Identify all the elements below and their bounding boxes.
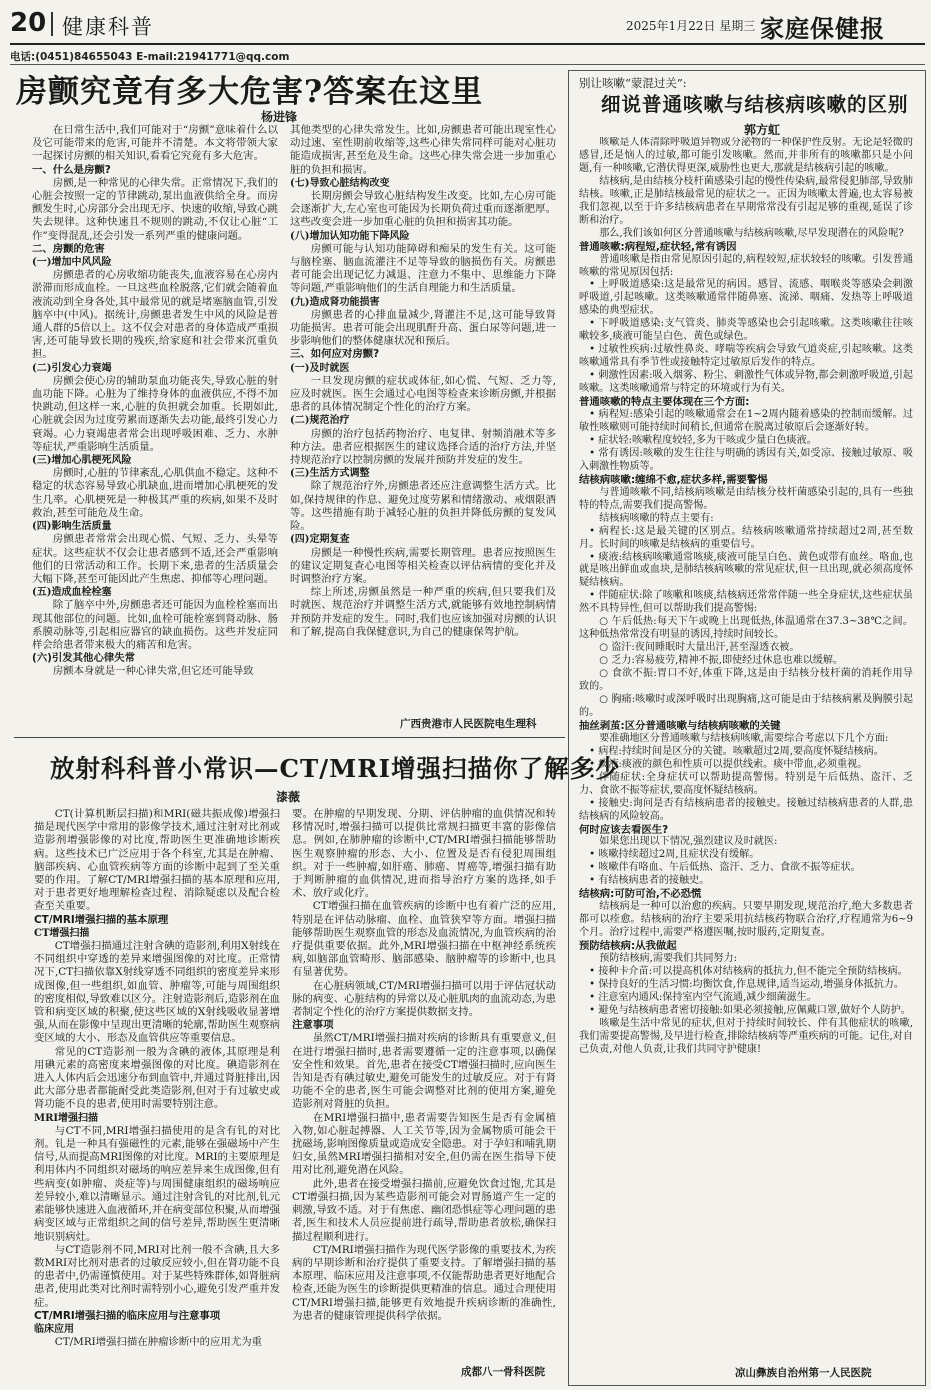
paragraph: 与CT不同,MRI增强扫描使用的是含有钆的对比剂。钆是一种具有强磁性的元素,能够在强磁场中产生信号,从而提高MRI图像的对比度。MRI的主要原理是利用体内不同组织对磁场的响应差异来生成图像,但有些病变(如肿瘤、炎症等)与周围健康组织的磁场响应差异较小,难以清晰显示。通过注射含钆的对比剂,钆元素能够快速进入血液循环,并在病变部位积聚,从而增强病变区域与正常组织之间的信号差异,帮助医生更清晰地识别病灶。 [34,1124,280,1243]
article1-author: 杨进锋 [261,110,298,124]
subsection-heading: (八)增加认知功能下降风险 [290,230,410,242]
bullet-item: • 伴随症状:全身症状可以帮助提高警惕。特别是午后低热、盗汗、乏力、食欲不振等症状,要高度怀疑结核病。 [579,771,913,796]
subsection-heading: 临床应用 [34,1323,74,1335]
subsection-heading: (四)定期复查 [290,534,350,546]
paragraph: CT(计算机断层扫描)和MRI(磁共振成像)增强扫描是现代医学中常用的影像学技术,通过注射对比剂或造影剂增强影像的对比度,帮助医生更准确地诊断疾病。这些技术已广泛应用于各个科室,尤其是在肿瘤、脑部疾病、心血管疾病等方面的诊断中起到了至关重要的作用。了解CT/MRI增强扫描的基本原理和应用,对于患者更好地理解检查过程、消除疑虑以及配合检查至关重要。 [34,808,280,913]
sub-bullet-item: ○ 盗汗:夜间睡眠时大量出汗,甚至湿透衣被。 [599,642,800,654]
paragraph: 其他类型的心律失常发生。比如,房颤患者可能出现室性心动过速、室性期前收缩等,这些心律失常同样可能对心脏功能造成损害,甚至危及生命。这些心律失常会进一步加重心脏的负担和损害。 [290,124,556,176]
article2-title: 放射科科普小常识—CT/MRI增强扫描你了解多少 [50,754,621,783]
paragraph: 预防结核病,需要我们共同努力: [599,953,738,965]
sub-bullet-item: ○ 乏力:容易疲劳,精神不振,即使经过休息也难以缓解。 [599,655,844,667]
article1-column-1 [32,124,278,704]
article1-source: 广西贵港市人民医院电生理科 [400,718,537,730]
paragraph: CT/MRI增强扫描作为现代医学影像的重要技术,为疾病的早期诊断和治疗提供了重要支持。了解增强扫描的基本原理、临床应用及注意事项,不仅能帮助患者更好地配合检查,还能为医生的诊断提供更精准的信息。通过合理使用CT/MRI增强扫描,能够更有效地提升疾病诊断的准确性,为患者的健康管理提供科学依据。 [292,1243,556,1322]
section-heading: 何时应该去看医生? [579,823,669,836]
paragraph: 房颤是一种慢性疾病,需要长期管理。患者应按照医生的建议定期复查心电图等相关检查以评估病情的变化并及时调整治疗方案。 [290,546,556,585]
bullet-item: • 伴随症状:除了咳嗽和咳痰,结核病还常常伴随一些全身症状,这些症状虽然不具特异性,但可以帮助我们提高警惕: [579,590,913,615]
subsection-heading: (二)规范治疗 [290,415,350,427]
bullet-item: • 注意室内通风:保持室内空气流通,减少细菌滋生。 [589,991,817,1003]
bullet-item: • 痰液:痰液的颜色和性质可以提供线索。痰中带血,必须重视。 [589,758,868,770]
paragraph: 结核病咳嗽的特点主要有: [599,512,714,524]
paragraph: 房颤可能与认知功能障碍和痴呆的发生有关。这可能与脑栓塞、脑血流灌注不足等导致的脑损伤有关。房颤患者可能会出现记忆力减退、注意力不集中、思维能力下降等问题,严重影响他们的生活自理能力和生活质量。 [290,242,556,295]
paragraph: 房颤患者常常会出现心慌、气短、乏力、头晕等症状。这些症状不仅会让患者感到不适,还会严重影响他们的日常活动和工作。长期下来,患者的生活质量会大幅下降,甚至可能因此产生焦虑、抑郁等心理问题。 [32,533,278,585]
paragraph: 房颤会使心房的辅助泵血功能丧失,导致心脏的射血功能下降。心脏为了维持身体的血液供应,不得不加快跳动,但这样一来,心脏的负担就会加重。长期如此,心脏就会因为过度劳累而逐渐失去功能,最终引发心力衰竭。心力衰竭患者常会出现呼吸困难、乏力、水肿等症状,严重影响生活质量。 [32,374,278,453]
paragraph: CT增强扫描通过注射含碘的造影剂,利用X射线在不同组织中穿透的差异来增强图像的对比度。正常情况下,CT扫描依靠X射线穿透不同组织的密度差异来形成图像,但一些组织,如血管、肿瘤等,可能与周围组织的密度相似,导致难以区分。注射造影剂后,造影剂在血管和病变区域的积聚,使这些区域的X射线吸收显著增强,从而在影像中呈现出更清晰的轮廓,帮助医生观察病变区域的大小、形态及血管供应等重要信息。 [34,940,280,1045]
paragraph: 房颤时,心脏的节律紊乱,心肌供血不稳定。这种不稳定的状态容易导致心肌缺血,进而增加心肌梗死的发生几率。心肌梗死是一种极其严重的疾病,如果不及时救治,甚至可能危及生命。 [32,467,278,519]
article2-column-2 [292,808,556,1360]
subsection-heading: (九)造成肾功能损害 [290,296,380,308]
paragraph: 普通咳嗽是指由常见原因引起的,病程较短,症状较轻的咳嗽。引发普通咳嗽的常见原因包括: [579,253,913,278]
subsection-heading: (三)增加心肌梗死风险 [32,455,132,467]
paragraph: 与CT造影剂不同,MRI对比剂一般不含碘,且大多数MRI对比剂对患者的过敏反应较小,但在肾功能不良的患者中,仍需谨慎使用。对于某些特殊群体,如肾脏病患者,使用此类对比剂时需特别小心,避免引发严重并发症。 [34,1243,280,1309]
paragraph: 一旦发现房颤的症状或体征,如心慌、气短、乏力等,应及时就医。医生会通过心电图等检查来诊断房颤,并根据患者的具体情况制定个性化的治疗方案。 [290,374,556,414]
section-heading: 结核病:可防可治,不必恐慌 [579,888,702,901]
article2-column-1 [34,808,280,1384]
section-heading: 抽丝剥茧:区分普通咳嗽与结核病咳嗽的关键 [579,719,781,732]
subsection-heading: (三)生活方式调整 [290,468,370,480]
paragraph: 除了规范治疗外,房颤患者还应注意调整生活方式。比如,保持规律的作息、避免过度劳累和情绪激动、戒烟限酒等。这些措施有助于减轻心脏的负担并降低房颤的复发风险。 [290,480,556,533]
paragraph: 结核病是一种可以治愈的疾病。只要早期发现,规范治疗,绝大多数患者都可以痊愈。结核病的治疗主要采用抗结核药物联合治疗,疗程通常为6~9个月。治疗过程中,需要严格遵医嘱,按时服药,定期复查。 [579,901,913,939]
bullet-item: • 咳嗽持续超过2周,且症状没有缓解。 [589,849,760,861]
paragraph: 在日常生活中,我们可能对于“房颤”意味着什么以及它可能带来的危害,可能并不清楚。本文将带领大家一起探讨房颤的相关知识,看看它究竟有多大危害。 [32,124,278,163]
bullet-item: • 上呼吸道感染:这是最常见的病因。感冒、流感、咽喉炎等感染会刺激呼吸道,引起咳嗽。这类咳嗽通常伴随鼻塞、流涕、咽痛、发热等上呼吸道感染的典型症状。 [579,279,913,317]
subsection-heading: (一)增加中风风险 [32,257,112,269]
section-heading: 二、房颤的危害 [32,242,105,255]
paragraph: 房颤的治疗包括药物治疗、电复律、射频消融术等多种方法。患者应根据医生的建议选择合适的治疗方法,并坚持规范治疗以控制房颤的发展并预防并发症的发生。 [290,427,556,467]
contact-line: 电话:(0451)84655043 E-mail:21941771@qq.com [10,51,290,63]
contact-rule [10,64,925,65]
bullet-item: • 咳嗽伴有咯血、午后低热、盗汗、乏力、食欲不振等症状。 [589,862,861,874]
paragraph: 房颤本身就是一种心律失常,但它还可能导致 [52,665,254,678]
paragraph: 除了脑卒中外,房颤患者还可能因为血栓栓塞而出现其他部位的问题。比如,血栓可能栓塞到肾动脉、肠系膜动脉等,引起相应器官的缺血损伤。这些并发症同样会给患者带来极大的痛苦和危害。 [32,599,278,651]
paragraph: 要。在肿瘤的早期发现、分期、评估肿瘤的血供情况和转移情况时,增强扫描可以提供比常规扫描更丰富的影像信息。例如,在肺肿瘤的诊断中,CT/MRI增强扫描能够帮助医生观察肿瘤的形态、大小、位置及是否有侵犯周围组织。对于一些肿瘤,如肝癌、肺癌、胃癌等,增强扫描有助于判断肿瘤的血供情况,进而指导治疗方案的选择,如手术、放疗或化疗。 [292,808,556,900]
paragraph: 房颤,是一种常见的心律失常。正常情况下,我们的心脏会按照一定的节律跳动,泵出血液供给全身。而房颤发生时,心房部分会出现无序、快速的收缩,导致心跳失去规律。这种快速且不规则的跳动,不仅让心脏“工作”变得混乱,还会引发一系列严重的健康问题。 [32,176,278,242]
paragraph: 长期房颤会导致心脏结构发生改变。比如,左心房可能会逐渐扩大,左心室也可能因为长期负荷过重而逐渐肥厚。这些改变会进一步加重心脏的负担和损害其功能。 [290,190,556,229]
section-heading: 结核病咳嗽:缠绵不愈,症状多样,需要警惕 [579,473,768,486]
article-tuberculosis-box [568,70,926,1386]
bullet-item: • 痰液:结核病咳嗽通常咳痰,痰液可能呈白色、黄色或带有血丝。咯血,也就是咳出鲜血或血块,是肺结核病咳嗽的常见症状,但一旦出现,就必须高度怀疑结核病。 [579,551,913,589]
paragraph: 房颤患者的心房收缩功能丧失,血液容易在心房内淤滞而形成血栓。一旦这些血栓脱落,它们就会随着血液流动到全身各处,其中最常见的就是堵塞脑血管,引发脑卒中(中风)。据统计,房颤患者发生中风的风险是普通人群的5倍以上。这不仅会对患者的身体造成严重损害,还可能导致长期的残疾,给家庭和社会带来沉重负担。 [32,269,278,361]
bullet-item: • 避免与结核病患者密切接触:如果必须接触,应佩戴口罩,做好个人防护。 [589,1004,911,1016]
page-header [0,0,931,46]
article3-author: 郭方虹 [744,123,781,137]
bullet-item: • 常有诱因:咳嗽的发生往往与明确的诱因有关,如受凉、接触过敏原、吸入刺激性物质等。 [579,447,913,472]
sub-bullet-item: ○ 胸痛:咳嗽时或深呼吸时出现胸痛,这可能是由于结核病累及胸膜引起的。 [579,693,913,718]
article2-source: 成都八一骨科医院 [461,1366,545,1378]
paragraph: 在MRI增强扫描中,患者需要告知医生是否有金属植入物,如心脏起搏器、人工关节等,因为金属物质可能会干扰磁场,影响图像质量或造成安全隐患。对于孕妇和哺乳期妇女,虽然MRI增强扫描相对安全,但仍需在医生指导下使用对比剂,避免潜在风险。 [292,1111,556,1177]
paragraph: 房颤患者的心排血量减少,肾灌注不足,这可能导致肾功能损害。患者可能会出现肌酐升高、蛋白尿等问题,进一步影响他们的整体健康状况和预后。 [290,308,556,348]
article3-title: 细说普通咳嗽与结核病咳嗽的区别 [601,93,909,116]
article1-column-2 [290,124,556,704]
bullet-item: • 有结核病患者的接触史。 [589,875,710,887]
paragraph: 咳嗽是生活中常见的症状,但对于持续时间较长、伴有其他症状的咳嗽,我们需要提高警惕,及早进行检查,排除结核病等严重疾病的可能。记住,对自己负责,对他人负责,让我们共同守护健康! [579,1017,913,1055]
article3-kicker: 别让咳嗽“蒙混过关”: [579,76,687,90]
paragraph: 常见的CT造影剂一般为含碘的液体,其原理是利用碘元素的高密度来增强图像的对比度。碘造影剂在进入人体内后会迅速分布到血管中,并通过肾脏排出,因此大部分患者都能耐受此类造影剂,但对于有过敏史或肾功能不良的患者,使用时需要特别注意。 [34,1045,280,1111]
section-heading: CT/MRI增强扫描的基本原理 [34,913,169,926]
subsection-heading: (二)引发心力衰竭 [32,362,112,374]
article3-body [579,137,913,1359]
paragraph: 综上所述,房颤虽然是一种严重的疾病,但只要我们及时就医、规范治疗并调整生活方式,就能够有效地控制病情并预防并发症的发生。同时,我们也应该加强对房颤的认识和了解,提高自我保健意识,为自己的健康保驾护航。 [290,586,556,638]
section-heading: 普通咳嗽的特点主要体现在三个方面: [579,396,750,409]
bullet-item: • 刺激性因素:吸入烟雾、粉尘、刺激性气体或异物,都会刺激呼吸道,引起咳嗽。这类咳嗽通常与特定的环境或行为有关。 [579,370,913,395]
sub-bullet-item: ○ 午后低热:每天下午或晚上出现低热,体温通常在37.3~38℃之间。这种低热常常没有明显的诱因,持续时间较长。 [579,616,913,641]
paragraph: CT/MRI增强扫描在肿瘤诊断中的应用尤为重 [54,1336,262,1349]
section-heading: 注意事项 [292,1019,334,1032]
subsection-heading: (一)及时就医 [290,362,350,374]
issue-date: 2025年1月22日 星期三 [626,19,756,33]
article2-author: 漆薇 [276,790,301,804]
header-divider [51,12,53,36]
section-heading: 三、如何应对房颤? [290,348,380,361]
article3-source: 凉山彝族自治州第一人民医院 [735,1367,872,1379]
bullet-item: • 下呼吸道感染:支气管炎、肺炎等感染也会引起咳嗽。这类咳嗽往往咳嗽较多,痰液可能呈白色、黄色或绿色。 [579,318,913,343]
sub-bullet-item: ○ 食欲不振:胃口不好,体重下降,这是由于结核分枝杆菌的消耗作用导致的。 [579,668,913,693]
section-heading: (六)引发其他心律失常 [32,652,136,665]
section-heading: CT/MRI增强扫描的临床应用与注意事项 [34,1309,221,1322]
section-heading: 一、什么是房颤? [32,163,111,176]
subsection-heading: CT增强扫描 [34,927,90,939]
paragraph: 要准确地区分普通咳嗽与结核病咳嗽,需要综合考虑以下几个方面: [599,732,889,744]
article-divider [14,737,565,738]
paragraph: CT增强扫描在血管疾病的诊断中也有着广泛的应用,特别是在评估动脉瘤、血栓、血管狭窄等方面。增强扫描能够帮助医生观察血管的形态及血流情况,为血管疾病的治疗提供重要依据。此外,MRI增强扫描在中枢神经系统疾病,如脑部血管畸形、脑部感染、脑肿瘤等的诊断中,也具有显著优势。 [292,900,556,979]
paragraph: 如果您出现以下情况,强烈建议及时就医: [599,836,778,848]
subsection-heading: (四)影响生活质量 [32,521,112,533]
bullet-item: • 病程短:感染引起的咳嗽通常会在1~2周内随着感染的控制而缓解。过敏性咳嗽则可能持续时间稍长,但通常在脱离过敏原后会逐渐好转。 [579,409,913,433]
subsection-heading: (五)造成血栓栓塞 [32,587,112,599]
bullet-item: • 接触史:询问是否有结核病患者的接触史。接触过结核病患者的人群,患结核病的风险较高。 [579,797,913,822]
paragraph: 结核病,是由结核分枝杆菌感染引起的慢性传染病,最常侵犯肺部,导致肺结核。咳嗽,正是肺结核最常见的症状之一。正因为咳嗽太普遍,也太容易被我们忽视,以至于许多结核病患者在早期常常没有引起足够的重视,延误了诊断和治疗。 [579,175,913,226]
paragraph: 那么,我们该如何区分普通咳嗽与结核病咳嗽,尽早发现潜在的风险呢? [599,227,904,239]
bullet-item: • 病程长:这是最关键的区别点。结核病咳嗽通常持续超过2周,甚至数月。长时间的咳嗽是结核病的重要信号。 [579,525,913,550]
bullet-item: • 保持良好的生活习惯:均衡饮食,作息规律,适当运动,增强身体抵抗力。 [589,978,904,990]
paragraph: 咳嗽是人体清除呼吸道异物或分泌物的一种保护性反射。无论是轻微的感冒,还是恼人的过敏,都可能引发咳嗽。然而,并非所有的咳嗽都只是小问题,有一种咳嗽,它潜伏得更深,威胁性也更大,那就是结核病引起的咳嗽。 [579,137,913,174]
page-number: 20 [10,8,47,38]
paragraph: 此外,患者在接受增强扫描前,应避免饮食过饱,尤其是CT增强扫描,因为某些造影剂可能会对胃肠道产生一定的刺激,导致不适。对于有焦虑、幽闭恐惧症等心理问题的患者,医生和技术人员应提前进行疏导,帮助患者放松,确保扫描过程顺利进行。 [292,1177,556,1243]
subsection-heading: MRI增强扫描 [34,1112,99,1124]
newspaper-name: 家庭保健报 [760,14,885,43]
header-rule [10,43,925,45]
article1-title: 房颤究竟有多大危害?答案在这里 [16,74,484,110]
paragraph: 在心脏病领域,CT/MRI增强扫描可以用于评估冠状动脉的病变、心脏结构的异常以及心脏肌肉的血流动态,为患者制定个性化的治疗方案提供数据支持。 [292,979,556,1019]
paragraph: 与普通咳嗽不同,结核病咳嗽是由结核分枝杆菌感染引起的,具有一些独特的特点,需要我们提高警惕。 [579,486,913,511]
section-heading: 普通咳嗽:病程短,症状轻,常有诱因 [579,240,737,253]
subsection-heading: (七)导致心脏结构改变 [290,177,390,189]
bullet-item: • 过敏性疾病:过敏性鼻炎、哮喘等疾病会导致气道炎症,引起咳嗽。这类咳嗽通常具有季节性或接触特定过敏原后发作的特点。 [579,344,913,369]
section-heading: 预防结核病:从我做起 [579,940,677,953]
section-title: 健康科普 [62,15,154,39]
bullet-item: • 症状轻:咳嗽程度较轻,多为干咳或少量白色痰液。 [589,434,817,446]
bullet-item: • 接种卡介苗:可以提高机体对结核病的抵抗力,但不能完全预防结核病。 [589,966,908,977]
bullet-item: • 病程:持续时间是区分的关键。咳嗽超过2周,要高度怀疑结核病。 [589,745,884,757]
paragraph: 虽然CT/MRI增强扫描对疾病的诊断具有重要意义,但在进行增强扫描时,患者需要遵循一定的注意事项,以确保安全性和效果。首先,患者在接受CT增强扫描时,应向医生告知是否有碘过敏史,避免可能发生的过敏反应。对于有肾功能不全的患者,医生可能会调整对比剂的使用方案,避免造影剂对肾脏的负担。 [292,1032,556,1111]
